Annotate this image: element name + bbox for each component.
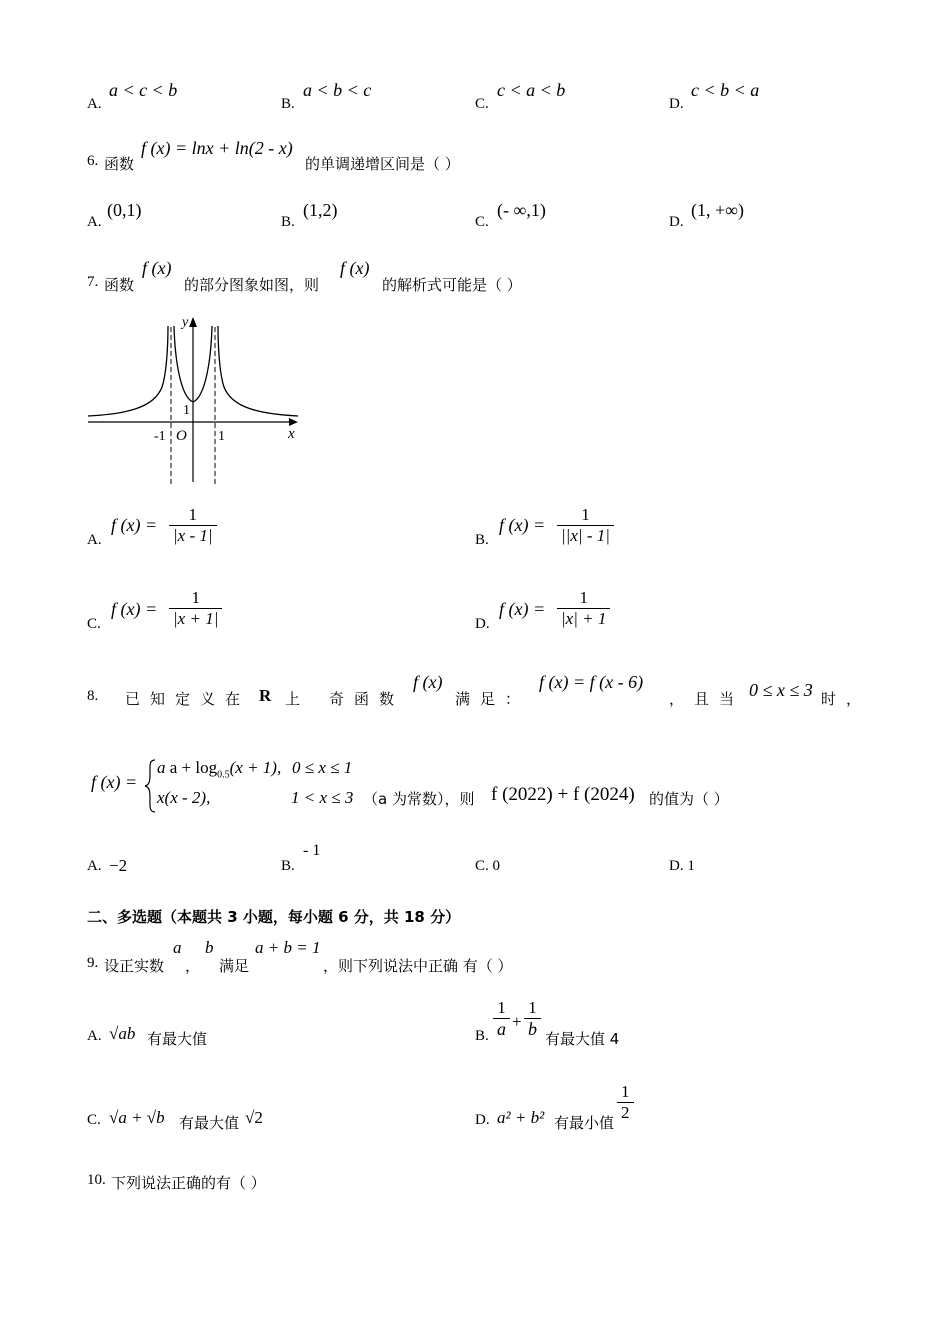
q7-middle: 的部分图象如图，则 (184, 276, 320, 294)
option-a-expr: √ab (109, 1024, 136, 1043)
option-d: D. (669, 96, 684, 112)
option-a: A. (87, 96, 102, 112)
q7-prefix: 函数 (104, 276, 135, 294)
q9-text2: 满足 (219, 957, 250, 975)
option-c: C. (87, 616, 101, 632)
q9-text1: 设正实数 (104, 957, 165, 975)
q7-options-ab (87, 505, 887, 560)
q8-text3: 奇函数 (329, 690, 405, 708)
q8-text1: 已知定义在 (125, 690, 251, 708)
option-c: C. (475, 214, 489, 230)
q6-function: f (x) = lnx + ln(2 - x) (141, 138, 293, 158)
piece-2-condition: 1 < x ≤ 3 (291, 788, 354, 807)
option-b: B. (281, 214, 295, 230)
q9-number: 9. (87, 955, 99, 971)
option-c-expr: (- ∞,1) (497, 200, 546, 220)
q8-piecewise (87, 756, 887, 816)
option-a: A. (87, 532, 102, 548)
q8-text6: 时， (821, 690, 872, 708)
option-d-lhs: f (x) = (499, 599, 546, 619)
option-d-text: 有最小值 (554, 1114, 615, 1132)
option-b-frac1: $\frac{1}{a}$ (493, 998, 510, 1040)
q7-options-cd (87, 590, 887, 645)
option-c-lhs: f (x) = (111, 599, 158, 619)
option-d-fraction: $\frac{1}{2}$ (617, 1082, 634, 1123)
q8-target: f (2022) + f (2024) (491, 784, 635, 805)
q6-options (87, 200, 887, 230)
q8-options (87, 842, 887, 875)
option-d: D. (669, 214, 684, 230)
option-d-expr: (1, +∞) (691, 200, 744, 220)
option-d: D. 1 (669, 858, 695, 874)
q8-text2: 上 (285, 690, 301, 708)
q8-text4: 满足： (455, 690, 531, 708)
option-b: B. (281, 96, 295, 112)
option-d-expr: c < b < a (691, 80, 760, 100)
option-b-fraction: $\frac{1}{||x| - 1|}$ (557, 505, 614, 546)
q8-text5: ，且当 (669, 690, 745, 708)
option-a-lhs: f (x) = (111, 515, 158, 535)
q8-number: 8. (87, 688, 99, 704)
curve-left (88, 326, 168, 416)
option-d-expr: a² + b² (497, 1108, 545, 1127)
q7-suffix: 的解析式可能是（ ） (382, 276, 522, 294)
option-a: A. (87, 1028, 102, 1044)
option-c-value: √2 (245, 1108, 263, 1127)
option-a-fraction: $\frac{1}{|x - 1|}$ (169, 505, 217, 546)
option-a-expr: a < c < b (109, 80, 178, 100)
q9-condition: a + b = 1 (255, 938, 321, 957)
option-b-expr: (1,2) (303, 200, 338, 220)
q9-stem (87, 938, 887, 975)
option-b-text: 有最大值 4 (545, 1030, 620, 1048)
neg-one-label: -1 (154, 429, 166, 444)
option-b-expr: - 1 (303, 842, 321, 859)
option-a-expr: −2 (109, 856, 128, 875)
origin-label: O (176, 428, 187, 444)
option-b-lhs: f (x) = (499, 515, 546, 535)
option-b: B. (475, 1028, 489, 1044)
option-d-fraction: $\frac{1}{|x| + 1}$ (557, 588, 610, 629)
q6-number: 6. (87, 153, 99, 169)
q10-text: 下列说法正确的有（ ） (111, 1174, 266, 1192)
q10-stem (87, 1170, 887, 1200)
option-a-expr: (0,1) (107, 200, 142, 220)
option-c: C. (87, 1112, 101, 1128)
option-d: D. (475, 616, 490, 632)
option-a-text: 有最大值 (147, 1030, 208, 1048)
q7-number: 7. (87, 274, 99, 290)
option-c: C. (475, 96, 489, 112)
q9-options-ab (87, 996, 887, 1051)
piece-lhs: f (x) = (91, 772, 138, 792)
q8-stem (87, 672, 887, 708)
q5-options (87, 80, 887, 110)
piece-1-condition: 0 ≤ x ≤ 1 (292, 758, 353, 777)
q6-suffix: 的单调递增区间是（ ） (305, 155, 460, 173)
option-b: B. (281, 858, 295, 874)
function-graph (86, 312, 306, 487)
q9-options-cd (87, 1080, 887, 1135)
q6-prefix: 函数 (104, 155, 135, 173)
piece-2: x(x - 2), (157, 788, 211, 807)
option-d: D. (475, 1112, 490, 1128)
q7-stem (87, 258, 887, 294)
option-b-frac2: $\frac{1}{b}$ (524, 998, 541, 1040)
q7-fx-2: f (x) (340, 258, 370, 278)
q8-tail: 的值为（ ） (649, 790, 729, 808)
q10-number: 10. (87, 1172, 106, 1188)
curve-right (218, 326, 298, 416)
q8-note: （a 为常数），则 (363, 790, 475, 808)
option-c-expr: c < a < b (497, 80, 566, 100)
y-axis-arrow (189, 317, 197, 327)
q6-stem (87, 138, 887, 173)
option-b-expr: a < b < c (303, 80, 372, 100)
q9-text3: ，则下列说法中正确 有（ ） (323, 957, 513, 975)
section-title: 二、多选题（本题共 3 小题，每小题 6 分，共 18 分） (87, 908, 461, 926)
piece-1: a $a + \log_{0.5}(x + 1)$, (157, 758, 282, 781)
q7-fx: f (x) (142, 258, 172, 278)
option-c-expr: √a + √b (109, 1108, 165, 1127)
q8-range: 0 ≤ x ≤ 3 (749, 680, 813, 700)
q8-relation: f (x) = f (x - 6) (539, 672, 644, 692)
one-x-label: 1 (218, 429, 225, 444)
y-label: y (182, 315, 189, 330)
option-b: B. (475, 532, 489, 548)
q9-b: b (205, 938, 214, 957)
q9-comma: ， (185, 957, 201, 975)
option-b-plus: + (512, 1012, 522, 1031)
one-y-label: 1 (183, 403, 190, 418)
q8-R: R (259, 686, 272, 705)
option-c: C. 0 (475, 858, 501, 874)
left-brace-icon (143, 758, 157, 814)
option-a: A. (87, 214, 102, 230)
option-a: A. (87, 858, 102, 874)
x-label: x (288, 426, 295, 442)
q9-a: a (173, 938, 182, 957)
q8-fx: f (x) (413, 672, 443, 692)
option-c-text: 有最大值 (179, 1114, 240, 1132)
option-c-fraction: $\frac{1}{|x + 1|}$ (169, 588, 222, 629)
x-axis-arrow (289, 418, 298, 426)
